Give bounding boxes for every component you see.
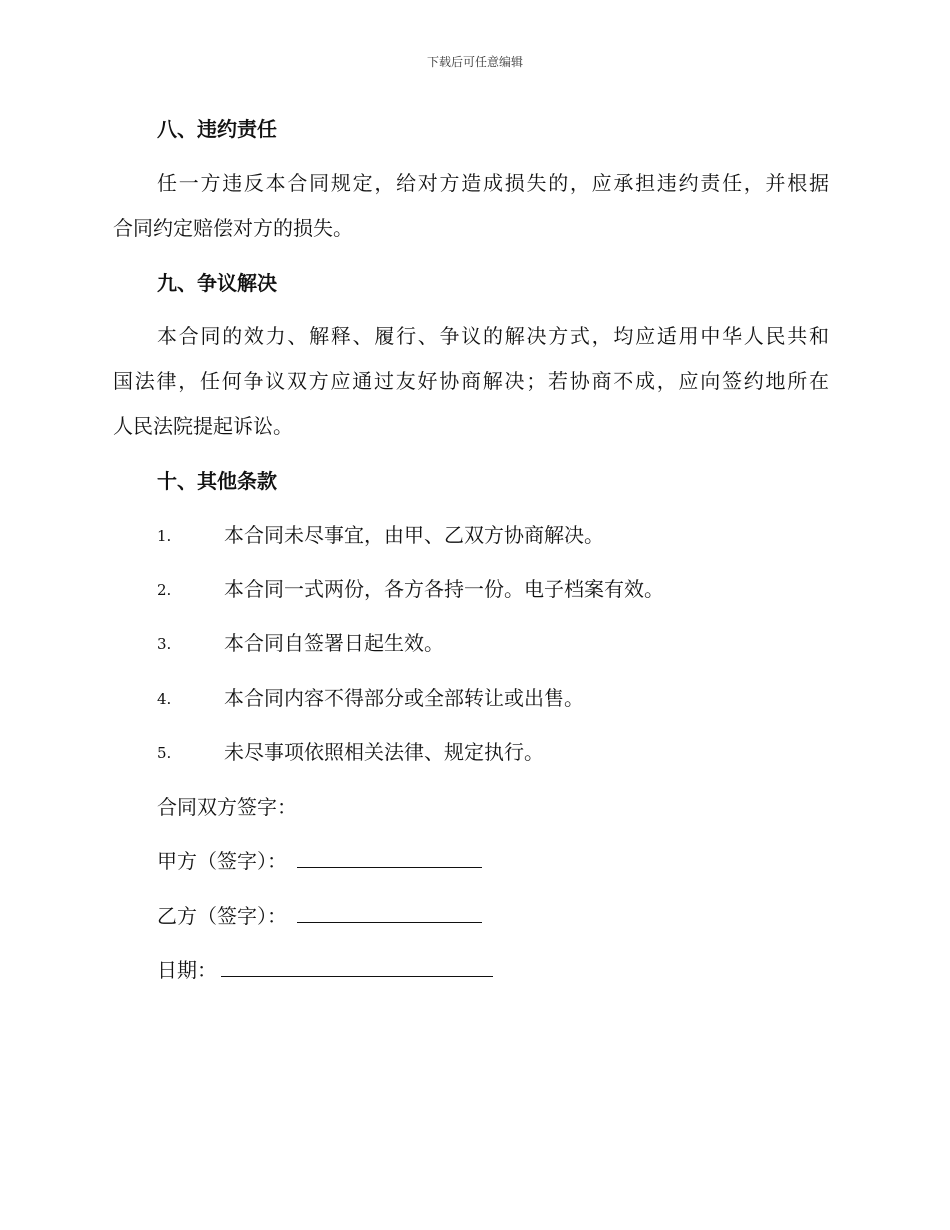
list-item-text: 本合同未尽事宜，由甲、乙双方协商解决。 [224, 523, 604, 547]
party-b-label: 乙方（签字）： [157, 904, 287, 928]
date-field[interactable] [221, 958, 493, 977]
party-a-signature-row [157, 848, 482, 874]
section-9-paragraph-line-3: 人民法院提起诉讼。 [113, 414, 293, 438]
list-item-number: 4. [157, 690, 172, 708]
list-item-number: 2. [157, 581, 172, 599]
section-9-paragraph-line-2: 国法律，任何争议双方应通过友好协商解决；若协商不成，应向签约地所在 [113, 369, 829, 393]
list-item-text: 未尽事项依照相关法律、规定执行。 [224, 740, 544, 764]
date-label: 日期： [157, 958, 217, 982]
list-item-number: 5. [157, 744, 172, 762]
list-item-number: 3. [157, 635, 172, 653]
section-9-paragraph-line-1: 本合同的效力、解释、履行、争议的解决方式，均应适用中华人民共和 [157, 324, 829, 348]
party-b-signature-row [157, 903, 482, 929]
section-8-paragraph-line-2: 合同约定赔偿对方的损失。 [113, 216, 353, 240]
section-9-title: 九、争议解决 [157, 271, 277, 295]
signature-intro: 合同双方签字： [157, 795, 297, 819]
list-item-text: 本合同自签署日起生效。 [224, 631, 444, 655]
date-row [157, 957, 493, 983]
party-a-label: 甲方（签字）： [157, 849, 287, 873]
party-b-signature-field[interactable] [297, 904, 482, 923]
section-8-title: 八、违约责任 [157, 117, 277, 141]
list-item-text: 本合同一式两份，各方各持一份。电子档案有效。 [224, 577, 664, 601]
list-item-text: 本合同内容不得部分或全部转让或出售。 [224, 686, 584, 710]
section-8-paragraph-line-1: 任一方违反本合同规定，给对方造成损失的，应承担违约责任，并根据 [157, 171, 829, 195]
section-10-title: 十、其他条款 [157, 469, 277, 493]
page-header: 下载后可任意编辑 [426, 55, 523, 69]
party-a-signature-field[interactable] [297, 849, 482, 868]
list-item-number: 1. [157, 527, 172, 545]
